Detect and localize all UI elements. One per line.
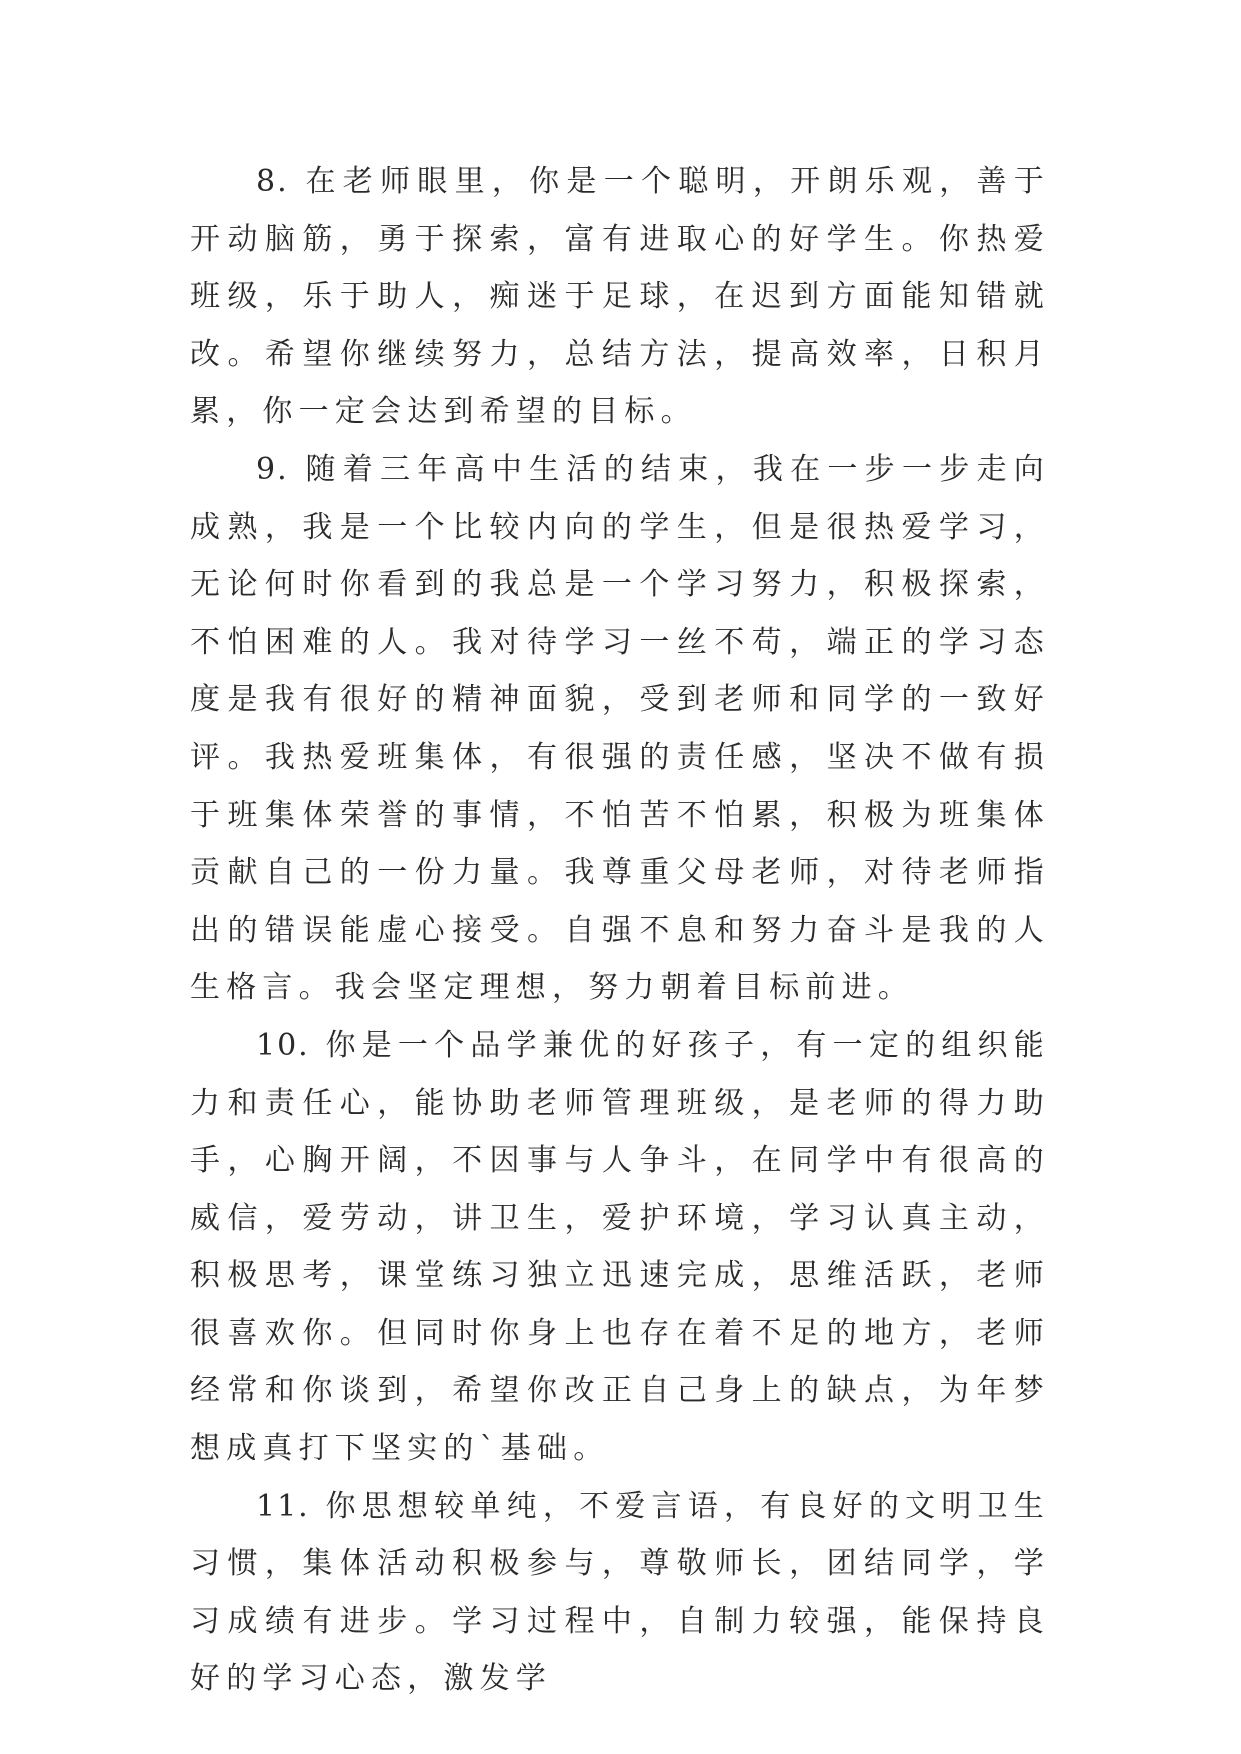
paragraph-number: 10. [256,1027,310,1063]
paragraph-9 [190,441,1050,1017]
paragraph-text: 你是一个品学兼优的好孩子，有一定的组织能力和责任心，能协助老师管理班级，是老师的得力助手，心胸开阔，不因事与人争斗，在同学中有很高的威信，爱劳动，讲卫生，爱护环境，学习认真主动，积极思考，课堂练习独立迅速完成，思维活跃，老师很喜欢你。但同时你身上也存在着不足的地方，老师经常和你谈到，希望你改正自己身上的缺点，为年梦想成真打下坚实的`基础。 [190,1027,1050,1467]
paragraph-number: 9. [256,451,289,487]
paragraph-8 [190,153,1050,441]
paragraph-11 [190,1478,1050,1708]
paragraph-number: 11. [256,1488,310,1524]
paragraph-text: 随着三年高中生活的结束，我在一步一步走向成熟，我是一个比较内向的学生，但是很热爱学习，无论何时你看到的我总是一个学习努力，积极探索，不怕困难的人。我对待学习一丝不苟，端正的学习态度是我有很好的精神面貌，受到老师和同学的一致好评。我热爱班集体，有很强的责任感，坚决不做有损于班集体荣誉的事情，不怕苦不怕累，积极为班集体贡献自己的一份力量。我尊重父母老师，对待老师指出的错误能虚心接受。自强不息和努力奋斗是我的人生格言。我会坚定理想，努力朝着目标前进。 [190,451,1050,1006]
paragraph-number: 8. [256,164,289,199]
paragraph-text: 在老师眼里，你是一个聪明，开朗乐观，善于开动脑筋，勇于探索，富有进取心的好学生。你热爱班级，乐于助人，痴迷于足球，在迟到方面能知错就改。希望你继续努力，总结方法，提高效率，日积月累，你一定会达到希望的目标。 [190,164,1050,430]
document-body [190,153,1050,1708]
paragraph-text: 你思想较单纯，不爱言语，有良好的文明卫生习惯，集体活动积极参与，尊敬师长，团结同学，学习成绩有进步。学习过程中，自制力较强，能保持良好的学习心态，激发学 [190,1488,1050,1697]
paragraph-10 [190,1017,1050,1478]
